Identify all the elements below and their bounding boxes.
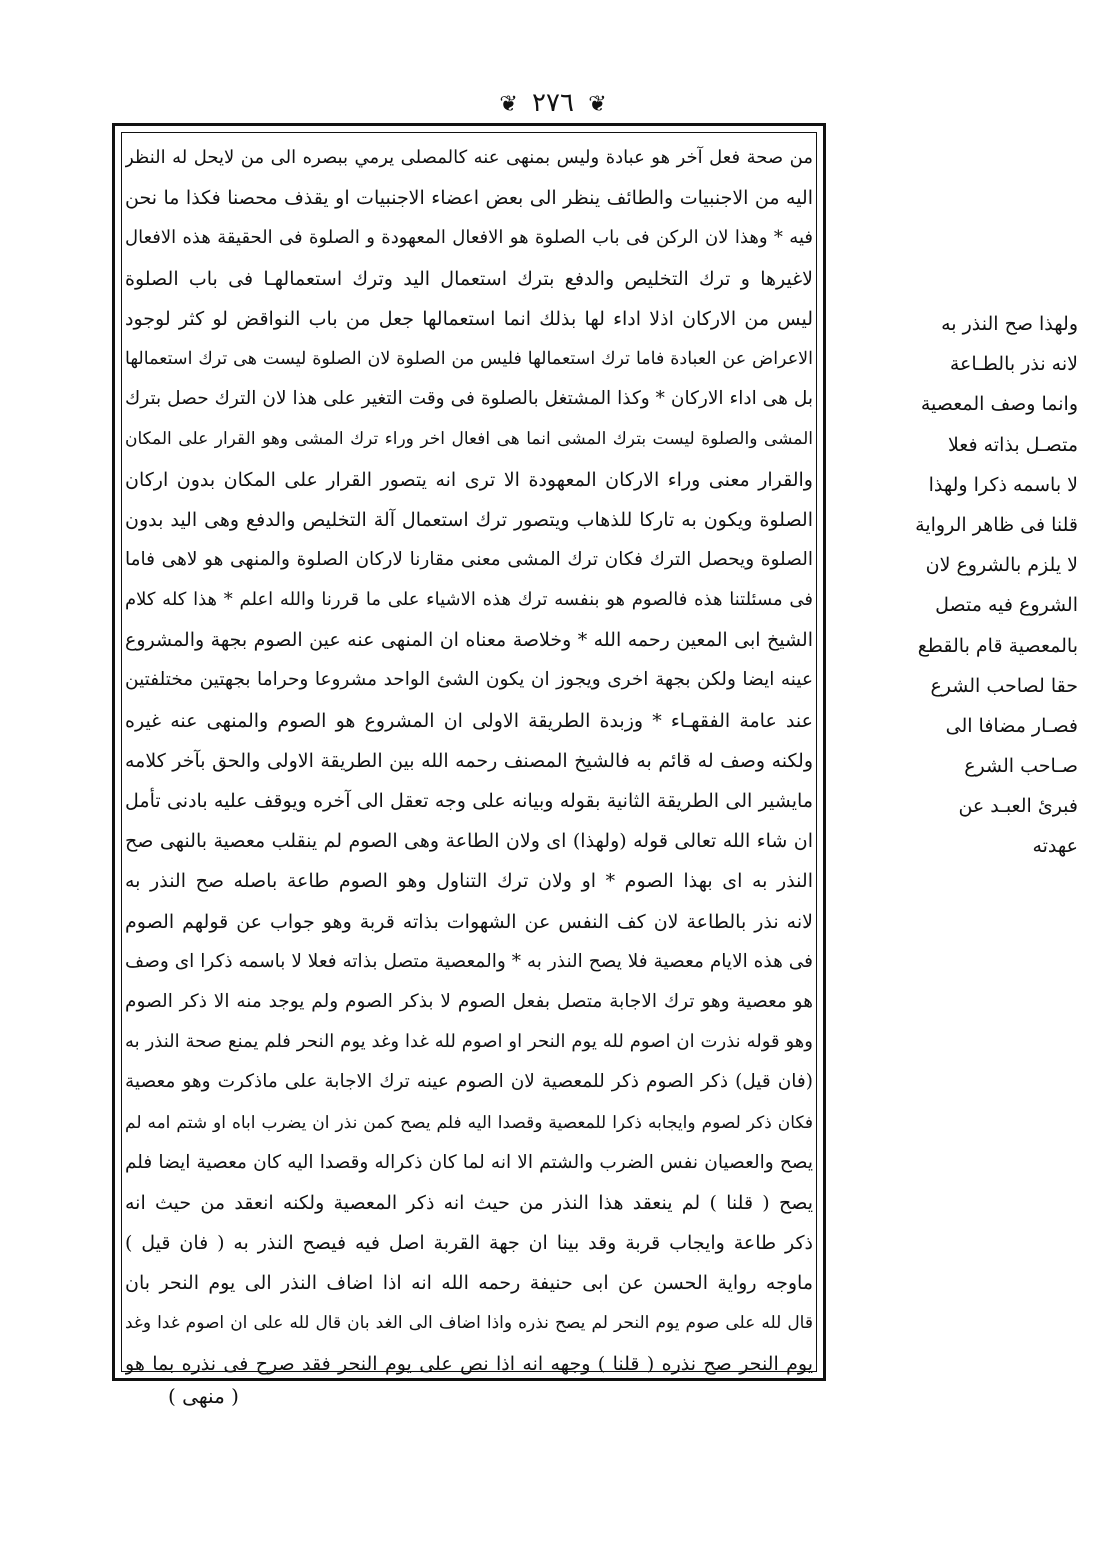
margin-note-line: قلنا فى ظاهر الرواية [915,513,1078,536]
main-text-line: فى هذه الايام معصية فلا يصح النذر به * والمعصية متصل بذاته فعلا لا باسمه ذكرا اى وصف [125,950,813,972]
main-text-line: الصلوة ويكون به تاركا للذهاب ويتصور ترك استعمال آلة التخليص والدفع وهى اليد بدون [125,508,813,531]
margin-note-line: لانه نذر بالطـاعة [949,353,1078,376]
margin-note-line: عهدته [1032,835,1078,858]
main-text-line: النذر به اى بهذا الصوم * او ولان ترك التناول وهو الصوم طاعة باصله صح النذر به [125,870,813,893]
main-text-line: ان شاء الله تعالى قوله (ولهذا) اى ولان الطاعة وهى الصوم لم ينقلب معصية بالنهى صح [125,830,813,853]
main-text-line: يوم النحر صح نذره ( قلنا ) وجهه انه اذا نص على يوم النحر فقد صرح فى نذره بما هو [125,1352,813,1375]
main-text-line: لاغيرها و ترك التخليص والدفع بترك استعمال اليد وترك استعمالهـا فى باب الصلوة [125,267,813,290]
main-text-line: يصح ( قلنا ) لم ينعقد هذا النذر من حيث انه ذكر المعصية ولكنه انعقد من حيث انه [125,1191,813,1214]
margin-note [822,304,1078,867]
margin-note-line: وانما وصف المعصية [920,393,1078,416]
page-number: ٢٧٦ [532,88,574,118]
ornament-right-icon: ❦ [588,92,607,117]
main-text-block [125,138,813,1384]
margin-note-line: فبرئ العبـد عن [958,795,1078,818]
margin-note-line: الشروع فيه متصل [935,594,1078,617]
main-text-line: المشى والصلوة ليست بترك المشى انما هى افعال اخر وراء ترك المشى وهو القرار على المكان [125,429,813,450]
margin-note-line: حقا لصاحب الشرع [930,674,1078,697]
main-text-line: لانه نذر بالطاعة لان كف النفس عن الشهوات بذاته قربة وهو جواب عن قولهم الصوم [125,910,813,933]
main-text-line: فكان ذكر لصوم وايجابه ذكرا للمعصية وقصدا اليه فلم يصح كمن نذر ان يضرب اباه او شتم امه لم [125,1112,813,1133]
margin-note-line: ولهذا صح النذر به [941,313,1078,335]
main-text-line: عند عامة الفقهـاء * وزبدة الطريقة الاولى ان المشروع هو الصوم والمنهى عنه غيره [125,709,813,732]
main-text-line: يصح والعصيان نفس الضرب والشتم الا انه لما كان ذكراله وقصدا اليه كان معصية ايضا فلم [125,1151,813,1173]
main-text-line: والقرار معنى وراء الاركان المعهودة الا ترى انه يتصور القرار على المكان بدون اركان [125,468,813,491]
margin-note-line: متصـل بذاته فعلا [947,433,1078,456]
main-text-line: اليه من الاجنبيات والطائف ينظر الى بعض اعضاء الاجنبيات او يقذف محصنا فكذا ما نحن [125,187,813,210]
margin-note-line: لا يلزم بالشروع لان [925,554,1078,577]
main-text-line: بل هى اداء الاركان * وكذا المشتغل بالصلوة فى وقت التغير على هذا لان الترك حصل بترك [125,388,813,410]
main-text-line: ذكر طاعة وايجاب قربة وقد بينا ان جهة القربة اصل فيه فيصح النذر به ( فان قيل ) [125,1232,813,1255]
main-text-line: قال لله على صوم يوم النحر لم يصح نذره واذا اضاف الى الغد بان قال لله على ان اصوم غدا وغد [125,1313,813,1334]
main-text-line: ليس من الاركان اذلا اداء لها بذلك انما استعمالها جعل من باب النواقض لو كثر لوجود [125,307,813,330]
margin-note-line: بالمعصية قام بالقطع [917,634,1078,657]
main-text-line: فى مسئلتنا هذه فالصوم هو بنفسه ترك هذه الاشياء على ما قررنا والله اعلم * هذا كله كلام [125,589,813,611]
main-text-line: الشيخ ابى المعين رحمه الله * وخلاصة معناه ان المنهى عنه عين الصوم بجهة والمشروع [125,629,813,652]
main-text-line: ولكنه وصف له قائم به فالشيخ المصنف رحمه الله بين الطريقة الاولى والحق بآخر كلامه [125,749,813,772]
main-text-line: (فان قيل) ذكر الصوم ذكر للمعصية لان الصوم عينه ترك الاجابة على ماذكرت وهو معصية [125,1071,813,1093]
margin-note-line: صـاحب الشرع [964,755,1078,778]
ornament-left-icon: ❦ [499,92,518,117]
footer-signature: ( منهى ) [168,1384,239,1408]
main-text-line: الصلوة ويحصل الترك فكان ترك المشى معنى مقارنا لاركان الصلوة والمنهى هو لاهى فاما [125,548,813,570]
page-header [0,88,1106,120]
main-text-line: عينه ايضا ولكن بجهة اخرى ويجوز ان يكون الشئ الواحد مشروعا وحراما بجهتين مختلفتين [125,669,813,691]
main-text-line: من صحة فعل آخر هو عبادة وليس بمنهى عنه كالمصلى يرمي ببصره الى من لايحل له النظر [125,147,813,168]
margin-note-line: فصـار مضافا الى [945,714,1078,737]
main-text-line: وهو قوله نذرت ان اصوم لله يوم النحر او اصوم لله غدا وغد يوم النحر فلم يمنع صحة النذر به [125,1031,813,1053]
main-text-line: فيه * وهذا لان الركن فى باب الصلوة هو الافعال المعهودة و الصلوة فى الحقيقة هذه الافعال [125,227,813,249]
main-text-line: هو معصية وهو ترك الاجابة متصل بفعل الصوم لا بذكر الصوم ولم يوجد منه الا ذكر الصوم [125,990,813,1012]
margin-note-line: لا باسمه ذكرا ولهذا [928,473,1078,496]
main-text-line: الاعراض عن العبادة فاما ترك استعمالها فليس من الصلوة لان الصلوة ليست هى ترك استعمالها [125,348,813,369]
main-text-line: ماوجه رواية الحسن عن ابى حنيفة رحمه الله انه اذا اضاف النذر الى يوم النحر بان [125,1272,813,1295]
main-text-line: مايشير الى الطريقة الثانية بقوله وبيانه على وجه تعقل الى آخره ويوقف عليه بادنى تأمل [125,790,813,812]
